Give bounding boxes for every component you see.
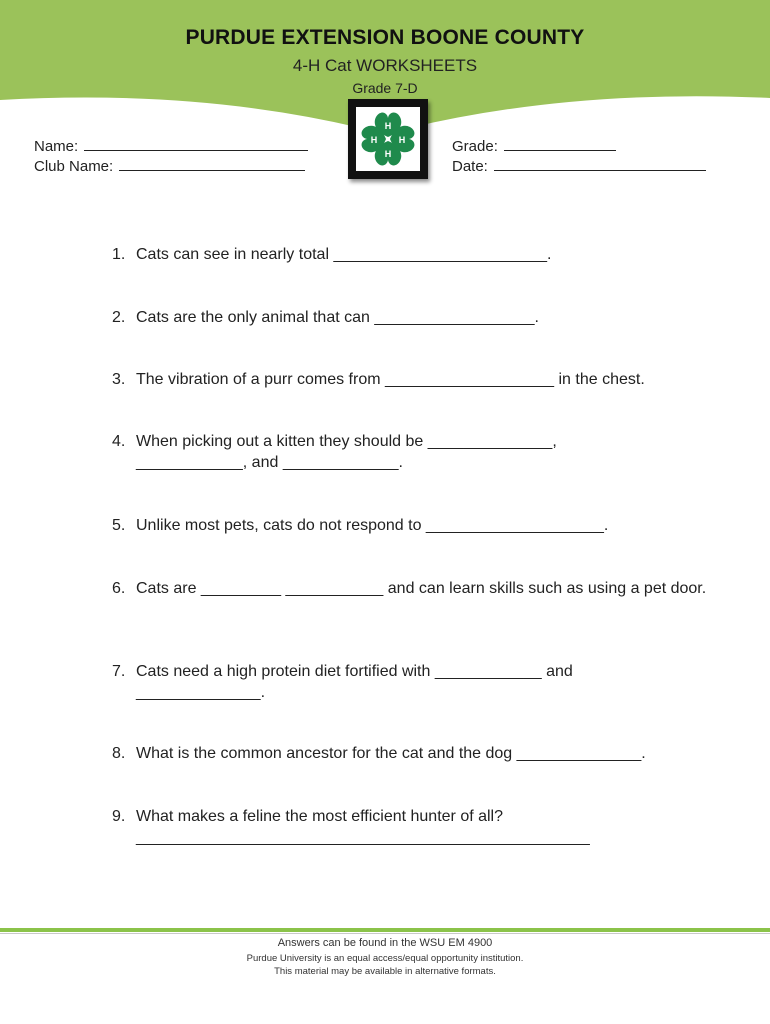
question-text: Cats need a high protein diet fortified with ____________ and ______________. — [136, 663, 573, 701]
footer-answers-note: Answers can be found in the WSU EM 4900 — [277, 937, 493, 949]
svg-text:H: H — [384, 121, 392, 131]
name-label: Name: — [34, 138, 79, 155]
grade-field[interactable] — [452, 136, 616, 155]
svg-text:H: H — [398, 135, 406, 145]
question-9 — [112, 806, 652, 848]
question-1 — [112, 244, 732, 265]
question-text: Cats are _________ ___________ and can learn skills such as using a pet door. — [136, 580, 707, 597]
4h-clover-icon — [356, 107, 420, 171]
question-number: 8. — [112, 745, 126, 762]
grade-blank[interactable] — [504, 136, 616, 151]
worksheet-subtitle: 4-H Cat WORKSHEETS — [292, 56, 478, 75]
svg-text:H: H — [384, 149, 392, 159]
club-name-field[interactable] — [34, 156, 305, 175]
question-number: 7. — [112, 663, 126, 680]
question-text: Cats are the only animal that can __________________. — [136, 309, 539, 326]
date-blank[interactable] — [494, 156, 706, 171]
4h-logo — [348, 99, 428, 179]
footer-divider-shadow — [0, 933, 770, 934]
page-title: PURDUE EXTENSION BOONE COUNTY — [185, 26, 585, 49]
footer-divider — [0, 928, 770, 932]
question-text: When picking out a kitten they should be ______________, ____________, and _____________. — [136, 433, 557, 471]
question-number: 9. — [112, 808, 126, 825]
question-2 — [112, 307, 732, 328]
question-3 — [112, 369, 732, 390]
footer-alt-formats: This material may be available in alternative formats. — [274, 966, 496, 977]
question-number: 6. — [112, 580, 126, 597]
name-field[interactable] — [34, 136, 308, 155]
name-blank[interactable] — [84, 136, 308, 151]
question-number: 1. — [112, 246, 126, 263]
question-number: 2. — [112, 309, 126, 326]
question-number: 3. — [112, 371, 126, 388]
question-number: 5. — [112, 517, 126, 534]
club-name-label: Club Name: — [34, 158, 114, 175]
question-5 — [112, 515, 732, 536]
question-6 — [112, 578, 732, 599]
grade-label: Grade: — [452, 138, 498, 155]
question-8 — [112, 743, 732, 764]
club-name-blank[interactable] — [119, 156, 305, 171]
svg-text:H: H — [370, 135, 378, 145]
question-text: Unlike most pets, cats do not respond to ____________________. — [136, 517, 609, 534]
question-text: Cats can see in nearly total ________________________. — [136, 246, 552, 263]
question-4 — [112, 431, 612, 473]
question-number: 4. — [112, 433, 126, 450]
date-label: Date: — [452, 158, 488, 175]
footer-equal-opportunity: Purdue University is an equal access/equal opportunity institution. — [246, 953, 524, 964]
question-text: What is the common ancestor for the cat and the dog ______________. — [136, 745, 646, 762]
date-field[interactable] — [452, 156, 706, 175]
question-7 — [112, 661, 632, 703]
question-text: The vibration of a purr comes from ___________________ in the chest. — [136, 371, 645, 388]
grade-level: Grade 7-D — [352, 80, 418, 96]
question-text: What makes a feline the most efficient hunter of all? ___________________________________________________ — [136, 808, 590, 846]
